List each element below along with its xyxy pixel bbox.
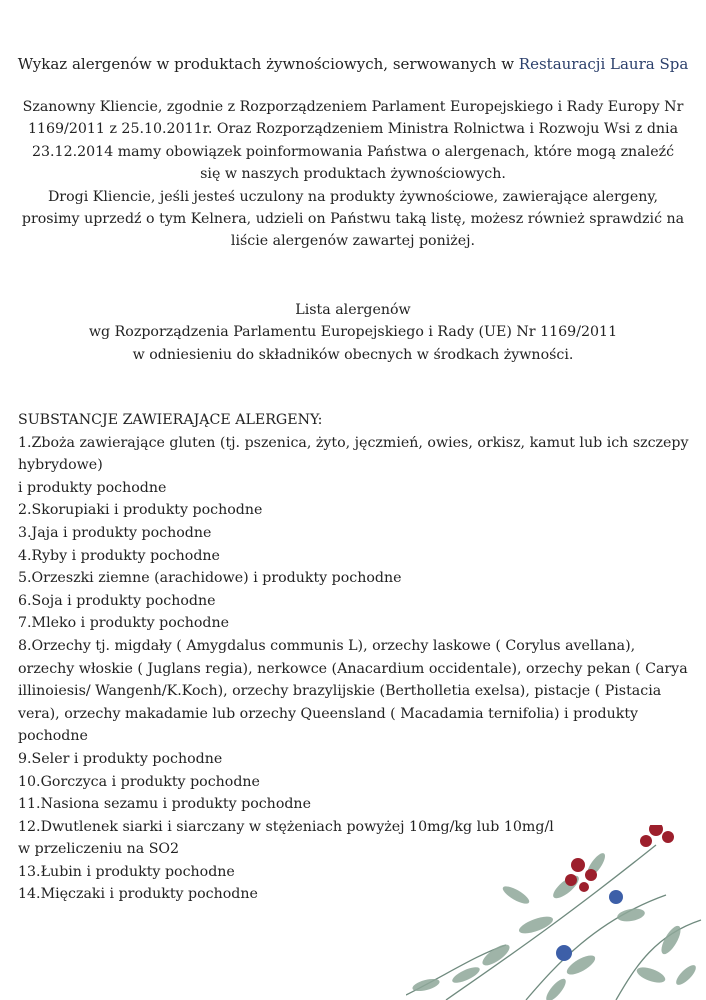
leaf (616, 907, 646, 924)
list-item: 14.Mięczaki i produkty pochodne (18, 886, 258, 903)
berry (579, 882, 589, 892)
leaf (658, 923, 684, 957)
list-item: 8.Orzechy tj. migdały ( Amygdalus communis L), orzechy laskowe ( Corylus avellana), orzechy włoskie ( Juglans regia), nerkowce (Anacardium occidentale), orzechy pekan ( Carya illinoiesis/ Wangenh/K.Koch), orzechy brazylijskie (Bertholletia exelsa), pistacje ( Pistacia vera), orzechy makadamie lub orzechy Queensland ( Macadamia ternifolia) i produkty pochodne (18, 637, 688, 745)
list-item: 4.Ryby i produkty pochodne (18, 547, 220, 564)
berry (571, 858, 585, 872)
leaf (501, 883, 532, 907)
botanical-illustration (406, 825, 706, 1000)
stem (526, 895, 666, 1000)
list-item: 13.Łubin i produkty pochodne (18, 863, 235, 880)
list-title: Lista alergenów (295, 302, 411, 318)
title-prefix: Wykaz alergenów w produktach żywnościowych, serwowanych w (17, 55, 519, 73)
berry (585, 869, 597, 881)
leaf (550, 872, 582, 902)
stem (616, 920, 701, 1000)
list-item: 10.Gorczyca i produkty pochodne (18, 773, 260, 790)
blueberry (609, 890, 623, 904)
leaf (450, 964, 481, 986)
list-scope: w odniesieniu do składników obecnych w środkach żywności. (132, 346, 574, 363)
berry (640, 835, 652, 847)
berry (662, 831, 674, 843)
restaurant-name: Restauracji Laura Spa (518, 55, 689, 73)
berry (565, 874, 577, 886)
list-item: 7.Mleko i produkty pochodne (18, 615, 230, 632)
list-item: w przeliczeniu na SO2 (18, 841, 180, 858)
list-item: i produkty pochodne (18, 479, 167, 496)
list-item: 2.Skorupiaki i produkty pochodne (18, 502, 263, 519)
list-regulation: wg Rozporządzenia Parlamentu Europejskiego i Rady (UE) Nr 1169/2011 (88, 324, 618, 341)
list-item: 12.Dwutlenek siarki i siarczany w stężeniach powyżej 10mg/kg lub 10mg/l (18, 818, 554, 835)
intro-section (20, 96, 686, 253)
leaf (517, 913, 555, 937)
document-title (0, 52, 706, 76)
blueberry (556, 945, 572, 961)
list-item: 9.Seler i produkty pochodne (18, 750, 223, 767)
leaf (673, 962, 698, 987)
leaf (543, 976, 569, 1000)
intro-paragraph-regulation: Szanowny Kliencie, zgodnie z Rozporządzeniem Parlament Europejskiego i Rady Europy Nr 1169/2011 z 25.10.2011r. Oraz Rozporządzeniem Ministra Rolnictwa i Rozwoju Wsi z dnia 23.12.2014 mamy obowiązek poinformowania Państwa o alergenach, które mogą znaleźć się w naszych produktach żywnościowych. (22, 99, 684, 183)
substances-heading: SUBSTANCJE ZAWIERAJĄCE ALERGENY: (18, 412, 323, 428)
intro-paragraph-allergy-notice: Drogi Kliencie, jeśli jesteś uczulony na produkty żywnościowe, zawierające alergeny, prosimy uprzedź o tym Kelnera, udzieli on Państwu taką listę, możesz również sprawdzić na liście alergenów zawartej poniżej. (21, 188, 685, 250)
list-item: 1.Zboża zawierające gluten (tj. pszenica, żyto, jęczmień, owies, orkisz, kamut lub ich szczepy hybrydowe) (18, 434, 689, 474)
allergen-list-header (20, 299, 686, 366)
berry (649, 825, 663, 836)
botanical-decoration (406, 825, 706, 1000)
leaf (635, 964, 667, 986)
list-item: 3.Jaja i produkty pochodne (18, 524, 212, 541)
list-item: 6.Soja i produkty pochodne (18, 592, 216, 609)
list-item: 11.Nasiona sezamu i produkty pochodne (18, 796, 311, 813)
list-item: 5.Orzeszki ziemne (arachidowe) i produkty pochodne (18, 570, 402, 587)
